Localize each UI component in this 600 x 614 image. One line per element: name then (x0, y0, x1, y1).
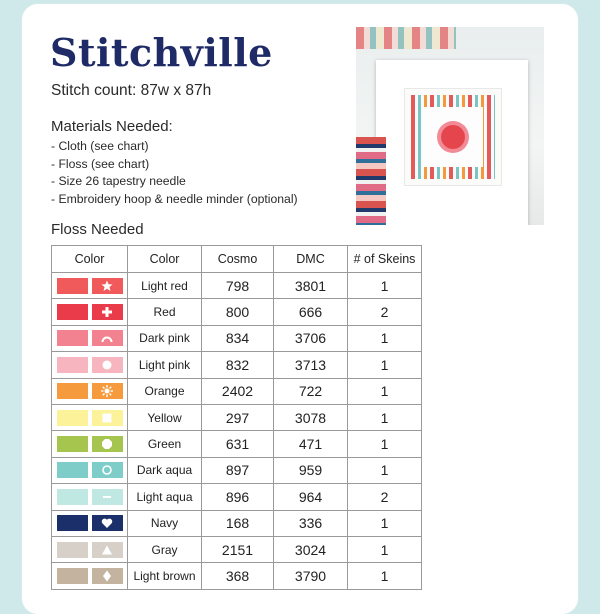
table-row (52, 404, 422, 430)
materials-list (51, 138, 298, 208)
table-row (52, 299, 422, 325)
color-swatch-cell (52, 457, 128, 483)
color-swatch-cell (52, 563, 128, 589)
framed-sampler-photo (356, 27, 544, 225)
color-swatch (57, 383, 88, 399)
table-row (52, 431, 422, 457)
color-name: Orange (128, 378, 202, 404)
cosmo-number: 168 (202, 510, 274, 536)
dmc-number: 722 (274, 378, 348, 404)
table-row (52, 378, 422, 404)
quilt-background (356, 27, 456, 49)
color-swatch (57, 410, 88, 426)
diamond-icon (92, 568, 123, 584)
color-swatch-cell (52, 299, 128, 325)
cosmo-number: 800 (202, 299, 274, 325)
color-swatch-cell (52, 325, 128, 351)
color-name: Gray (128, 536, 202, 562)
cosmo-number: 2402 (202, 378, 274, 404)
cosmo-number: 297 (202, 404, 274, 430)
cosmo-number: 897 (202, 457, 274, 483)
dmc-number: 3801 (274, 273, 348, 299)
skein-count: 1 (348, 563, 422, 589)
table-row (52, 457, 422, 483)
color-swatch-cell (52, 352, 128, 378)
dmc-number: 471 (274, 431, 348, 457)
skein-count: 1 (348, 431, 422, 457)
square-icon (92, 410, 123, 426)
octagon-icon (92, 436, 123, 452)
color-swatch (57, 436, 88, 452)
skein-count: 2 (348, 299, 422, 325)
cosmo-number: 832 (202, 352, 274, 378)
color-name: Yellow (128, 404, 202, 430)
color-swatch-cell (52, 536, 128, 562)
dmc-number: 3713 (274, 352, 348, 378)
table-row (52, 273, 422, 299)
floss-table (51, 245, 422, 590)
materials-heading: Materials Needed: (51, 118, 173, 135)
color-swatch (57, 357, 88, 373)
color-swatch (57, 542, 88, 558)
color-swatch (57, 568, 88, 584)
color-swatch-cell (52, 431, 128, 457)
color-swatch-cell (52, 404, 128, 430)
skein-count: 1 (348, 352, 422, 378)
dmc-number: 3706 (274, 325, 348, 351)
page-title: Stitchville (50, 30, 273, 75)
color-name: Light pink (128, 352, 202, 378)
header-color-swatch: Color (52, 246, 128, 273)
color-swatch-cell (52, 273, 128, 299)
skein-count: 2 (348, 484, 422, 510)
star-icon (92, 278, 123, 294)
ring-icon (92, 462, 123, 478)
color-swatch-cell (52, 484, 128, 510)
dmc-number: 3790 (274, 563, 348, 589)
table-row (52, 510, 422, 536)
dmc-number: 959 (274, 457, 348, 483)
color-swatch (57, 462, 88, 478)
color-name: Light brown (128, 563, 202, 589)
skein-count: 1 (348, 510, 422, 536)
skein-count: 1 (348, 273, 422, 299)
floss-heading: Floss Needed (51, 221, 144, 238)
flower-motif (441, 125, 465, 149)
color-swatch (57, 489, 88, 505)
color-name: Dark pink (128, 325, 202, 351)
header-cosmo: Cosmo (202, 246, 274, 273)
color-name: Green (128, 431, 202, 457)
sampler-embroidery (411, 95, 495, 179)
header-skeins: # of Skeins (348, 246, 422, 273)
dmc-number: 3024 (274, 536, 348, 562)
dmc-number: 964 (274, 484, 348, 510)
table-row (52, 352, 422, 378)
cosmo-number: 798 (202, 273, 274, 299)
color-name: Red (128, 299, 202, 325)
color-name: Light aqua (128, 484, 202, 510)
table-header-row (52, 246, 422, 273)
cosmo-number: 368 (202, 563, 274, 589)
skein-count: 1 (348, 457, 422, 483)
color-swatch (57, 278, 88, 294)
arch-icon (92, 330, 123, 346)
color-swatch (57, 330, 88, 346)
dmc-number: 666 (274, 299, 348, 325)
materials-item: - Size 26 tapestry needle (51, 174, 186, 188)
sun-icon (92, 383, 123, 399)
color-swatch (57, 304, 88, 320)
color-swatch-cell (52, 510, 128, 536)
cosmo-number: 631 (202, 431, 274, 457)
skein-count: 1 (348, 404, 422, 430)
frame-mat (404, 88, 502, 186)
skein-count: 1 (348, 536, 422, 562)
header-color-name: Color (128, 246, 202, 273)
table-row (52, 563, 422, 589)
floss-table-body (52, 273, 422, 590)
table-row (52, 325, 422, 351)
heart-icon (92, 515, 123, 531)
skein-count: 1 (348, 378, 422, 404)
header-dmc: DMC (274, 246, 348, 273)
dash-icon (92, 489, 123, 505)
cross-icon (92, 304, 123, 320)
skein-count: 1 (348, 325, 422, 351)
table-row (52, 484, 422, 510)
color-swatch (57, 515, 88, 531)
color-name: Dark aqua (128, 457, 202, 483)
fabric-stack (356, 137, 386, 225)
dmc-number: 3078 (274, 404, 348, 430)
materials-item: - Embroidery hoop & needle minder (optional) (51, 191, 298, 206)
materials-item: - Floss (see chart) (51, 156, 150, 171)
cosmo-number: 896 (202, 484, 274, 510)
materials-item: - Cloth (see chart) (51, 139, 149, 153)
color-name: Light red (128, 273, 202, 299)
circle-icon (92, 357, 123, 373)
cosmo-number: 2151 (202, 536, 274, 562)
table-row (52, 536, 422, 562)
color-name: Navy (128, 510, 202, 536)
dmc-number: 336 (274, 510, 348, 536)
triangle-icon (92, 542, 123, 558)
color-swatch-cell (52, 378, 128, 404)
cosmo-number: 834 (202, 325, 274, 351)
picture-frame (376, 60, 528, 225)
stitch-count: Stitch count: 87w x 87h (51, 82, 212, 99)
